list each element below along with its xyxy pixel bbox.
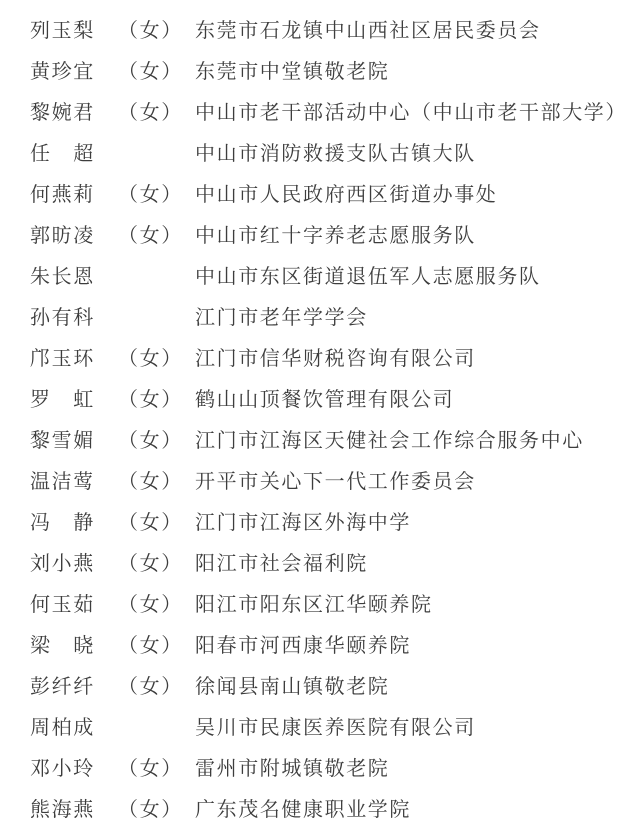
recipient-name: 刘小燕 <box>30 553 95 575</box>
recipient-name: 孙有科 <box>30 307 95 329</box>
recipient-name: 邝玉环 <box>30 348 95 370</box>
organization-name: 雷州市附城镇敬老院 <box>195 758 390 780</box>
list-item <box>0 8 640 49</box>
gender-marker: （女） <box>118 225 183 247</box>
gender-marker: （女） <box>118 471 183 493</box>
recipient-name: 黎婉君 <box>30 102 95 124</box>
recipient-name: 任 超 <box>30 143 95 165</box>
recipient-name: 周柏成 <box>30 717 95 739</box>
organization-name: 江门市江海区天健社会工作综合服务中心 <box>195 430 584 452</box>
recipient-name: 何燕莉 <box>30 184 95 206</box>
list-item <box>0 295 640 336</box>
gender-marker: （女） <box>118 61 183 83</box>
gender-marker: （女） <box>118 102 183 124</box>
gender-marker: （女） <box>118 430 183 452</box>
organization-name: 阳江市阳东区江华颐养院 <box>195 594 433 616</box>
recipient-name: 何玉茹 <box>30 594 95 616</box>
organization-name: 广东茂名健康职业学院 <box>195 799 411 821</box>
organization-name: 江门市江海区外海中学 <box>195 512 411 534</box>
gender-marker: （女） <box>118 594 183 616</box>
recipient-name: 罗 虹 <box>30 389 95 411</box>
organization-name: 徐闻县南山镇敬老院 <box>195 676 390 698</box>
recipient-name: 熊海燕 <box>30 799 95 821</box>
list-item <box>0 746 640 787</box>
list-item <box>0 213 640 254</box>
gender-marker: （女） <box>118 635 183 657</box>
gender-marker: （女） <box>118 389 183 411</box>
gender-marker: （女） <box>118 799 183 821</box>
recipient-name: 梁 晓 <box>30 635 95 657</box>
organization-name: 中山市消防救援支队古镇大队 <box>195 143 476 165</box>
gender-marker: （女） <box>118 553 183 575</box>
recipient-name: 冯 静 <box>30 512 95 534</box>
recipient-name: 彭纤纤 <box>30 676 95 698</box>
list-item <box>0 336 640 377</box>
list-item <box>0 705 640 746</box>
list-item <box>0 131 640 172</box>
list-item <box>0 90 640 131</box>
list-item <box>0 541 640 582</box>
organization-name: 开平市关心下一代工作委员会 <box>195 471 476 493</box>
recipient-name: 朱长恩 <box>30 266 95 288</box>
gender-marker: （女） <box>118 676 183 698</box>
list-item <box>0 582 640 623</box>
recipient-name: 黄珍宜 <box>30 61 95 83</box>
recipient-name: 邓小玲 <box>30 758 95 780</box>
organization-name: 中山市老干部活动中心（中山市老干部大学） <box>195 102 627 124</box>
list-item <box>0 787 640 828</box>
organization-name: 吴川市民康医养医院有限公司 <box>195 717 476 739</box>
organization-name: 阳江市社会福利院 <box>195 553 368 575</box>
organization-name: 东莞市石龙镇中山西社区居民委员会 <box>195 20 541 42</box>
recipient-name: 温洁莺 <box>30 471 95 493</box>
organization-name: 阳春市河西康华颐养院 <box>195 635 411 657</box>
gender-marker: （女） <box>118 184 183 206</box>
recipient-name: 列玉梨 <box>30 20 95 42</box>
recipient-name: 黎雪媚 <box>30 430 95 452</box>
gender-marker: （女） <box>118 348 183 370</box>
list-item <box>0 49 640 90</box>
gender-marker: （女） <box>118 512 183 534</box>
organization-name: 中山市人民政府西区街道办事处 <box>195 184 498 206</box>
list-item <box>0 623 640 664</box>
list-item <box>0 500 640 541</box>
organization-name: 东莞市中堂镇敬老院 <box>195 61 390 83</box>
recipient-name: 郭昉凌 <box>30 225 95 247</box>
organization-name: 中山市红十字养老志愿服务队 <box>195 225 476 247</box>
gender-marker: （女） <box>118 20 183 42</box>
gender-marker: （女） <box>118 758 183 780</box>
list-item <box>0 254 640 295</box>
list-item <box>0 418 640 459</box>
organization-name: 中山市东区街道退伍军人志愿服务队 <box>195 266 541 288</box>
list-item <box>0 172 640 213</box>
list-item <box>0 377 640 418</box>
organization-name: 江门市信华财税咨询有限公司 <box>195 348 476 370</box>
organization-name: 鹤山山顶餐饮管理有限公司 <box>195 389 455 411</box>
organization-name: 江门市老年学学会 <box>195 307 368 329</box>
list-item <box>0 664 640 705</box>
list-item <box>0 459 640 500</box>
